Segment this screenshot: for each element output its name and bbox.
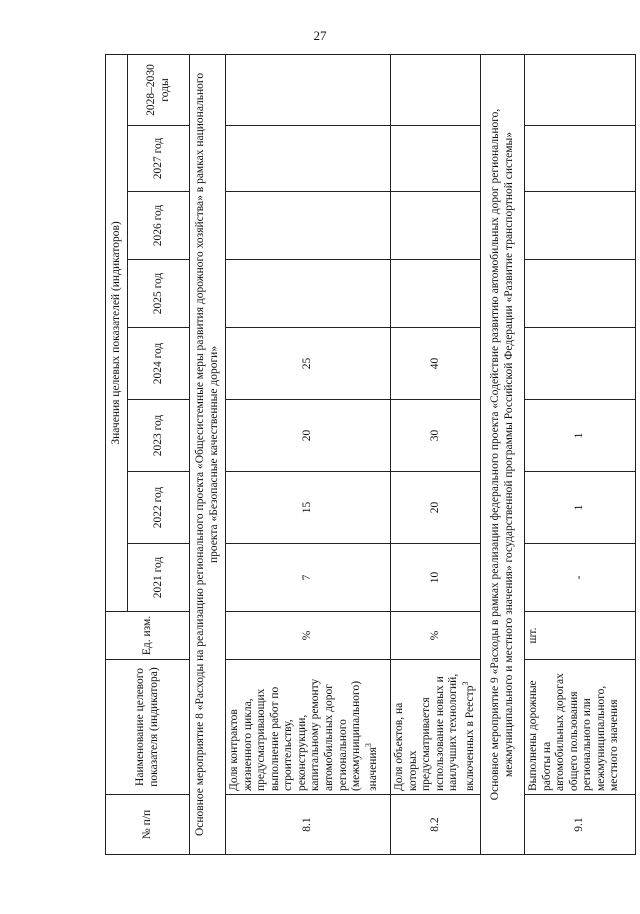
row-value: [226, 192, 391, 260]
row-value: 25: [226, 328, 391, 400]
row-value: [525, 54, 636, 125]
header-name: Наименование целевого показателя (индикатора): [106, 660, 190, 795]
row-value: 40: [391, 328, 481, 400]
row-num: 8.2: [391, 795, 481, 855]
row-value: [525, 192, 636, 260]
row-num: 9.1: [525, 795, 636, 855]
row-name: Доля контрактов жизненного цикла, предусматривающих выполнение работ по строительству, реконструкции, капитальному ремонту автомобильных дорог регионального (межмуниципального) значения$^3$: [226, 660, 391, 795]
row-value: [391, 54, 481, 125]
row-value: 20: [391, 472, 481, 544]
header-unit: Ед. изм.: [106, 612, 190, 660]
row-value: 1: [525, 472, 636, 544]
row-num: 8.1: [226, 795, 391, 855]
row-value: [226, 126, 391, 192]
indicators-table: [105, 54, 636, 855]
row-value: [525, 328, 636, 400]
row-value: [391, 192, 481, 260]
row-name: Доля объектов, на которых предусматривается использование новых и наилучших технологий, включенных в Реестр$^3$: [391, 660, 481, 795]
row-value: [391, 260, 481, 328]
row-name: Выполнены дорожные работы на автомобильных дорогах общего пользования регионального или межмуниципального, местного значения: [525, 660, 636, 795]
row-value: -: [525, 544, 636, 612]
header-num: № п/п: [106, 795, 190, 855]
row-value: [525, 126, 636, 192]
section-8-title: Основное мероприятие 8 «Расходы на реализацию регионального проекта «Общесистемные меры развития дорожного хозяйства» в рамках национального проекта «Безопасные качественные дороги»: [190, 54, 226, 854]
row-value: 10: [391, 544, 481, 612]
header-year: 2027 год: [128, 126, 190, 192]
table-row: [391, 54, 481, 854]
header-year: 2022 год: [128, 472, 190, 544]
header-year: 2026 год: [128, 192, 190, 260]
row-value: [525, 260, 636, 328]
header-values-group: Значения целевых показателей (индикаторов): [106, 54, 128, 611]
row-unit: шт.: [525, 612, 636, 660]
row-value: [226, 260, 391, 328]
row-value: 30: [391, 400, 481, 472]
row-value: [391, 126, 481, 192]
row-unit: %: [391, 612, 481, 660]
page-number: 27: [313, 28, 327, 43]
rotated-table-wrapper: [105, 55, 635, 855]
table-row: [525, 54, 636, 854]
row-value: 15: [226, 472, 391, 544]
row-value: 20: [226, 400, 391, 472]
row-value: 7: [226, 544, 391, 612]
row-unit: %: [226, 612, 391, 660]
row-value: [226, 54, 391, 125]
header-year: 2024 год: [128, 328, 190, 400]
header-year: 2021 год: [128, 544, 190, 612]
table-row: [226, 54, 391, 854]
header-year: 2025 год: [128, 260, 190, 328]
section-9-title: Основное мероприятие 9 «Расходы в рамках реализации федерального проекта «Содействие развитию автомобильных дорог регионального, межмуниципального и местного значения» государственной программы Российской Федерации «Развитие транспортной системы»: [481, 54, 525, 854]
header-year: 2028–2030 годы: [128, 54, 190, 125]
header-year: 2023 год: [128, 400, 190, 472]
row-value: 1: [525, 400, 636, 472]
